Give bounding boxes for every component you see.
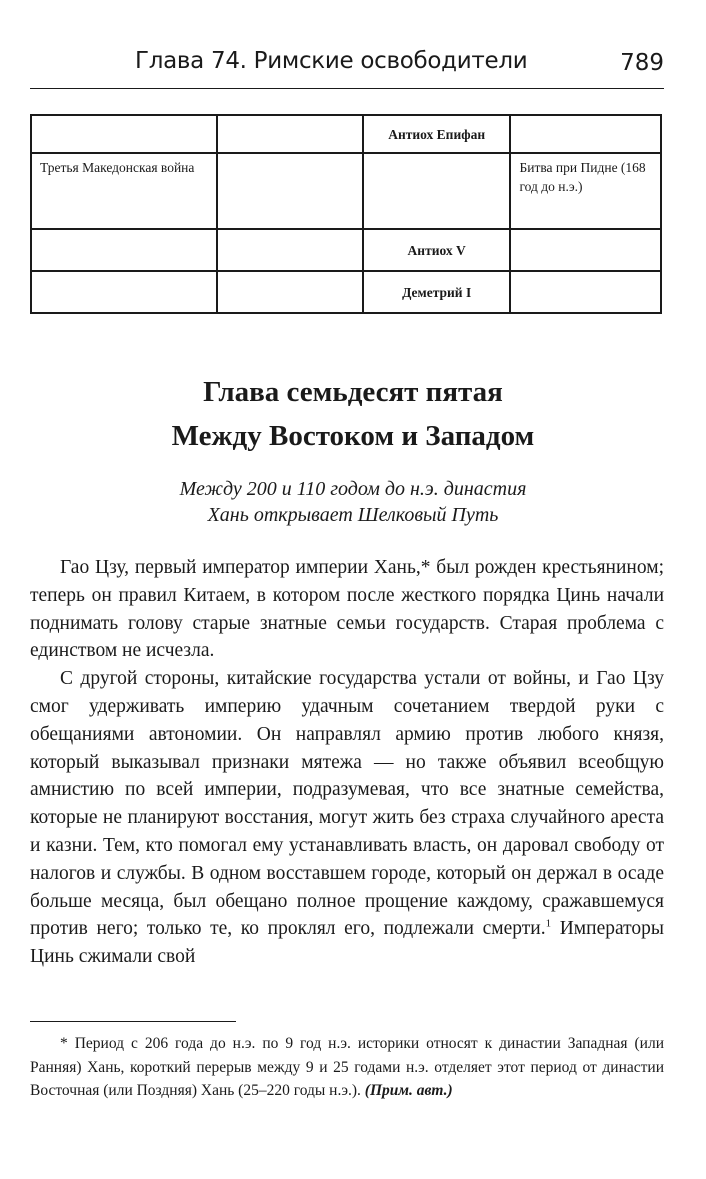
author-note: (Прим. авт.) <box>364 1082 453 1099</box>
table-cell <box>31 229 217 271</box>
table-row <box>31 115 661 153</box>
footnote-divider <box>30 1021 236 1022</box>
table-cell <box>510 229 661 271</box>
paragraph-text: Императоры Цинь сжимали свой <box>30 918 664 968</box>
table-row <box>31 153 661 229</box>
dynasty-table <box>30 114 662 314</box>
chapter-number-title: Глава семьдесят пятая <box>203 376 503 408</box>
paragraph-text: С другой стороны, китайские государства устали от войны, и Гао Цзу смог удерживать империю удачным сочетанием твердой руки с обещаниями автономии. Он направлял армию против любого князя, который выказывал признаки мятежа — но также объявил всеобщую амнистию по всей империи, подразумевая, что все знатные семейства, которые не планируют восстания, могут жить без страха случайного ареста и казни. Тем, кто помогал ему устанавливать власть, он даровал свободу от налогов и службы. В одном восставшем городе, который он держал в осаде больше месяца, был обещано полное прощение каждому, сражавшемуся против него; только те, ко проклял его, подлежали смерти. <box>30 668 664 940</box>
chapter-subtitle <box>0 476 706 528</box>
running-header <box>30 44 664 89</box>
table-row <box>31 271 661 313</box>
table-row <box>31 229 661 271</box>
paragraph: Гао Цзу, первый император империи Хань,* был рожден крестьянином; теперь он правил Китаем, в котором после жесткого порядка Цинь начали поднимать голову старые знатные семьи государств. Старая проблема с единством не исчезла. <box>30 557 664 662</box>
table-cell <box>31 115 217 153</box>
table-cell <box>31 271 217 313</box>
table-cell: Антиох Епифан <box>363 115 511 153</box>
body-text <box>30 554 664 971</box>
running-title: Глава 74. Римские освободители <box>135 48 528 74</box>
chapter-title: Между Востоком и Западом <box>171 420 535 452</box>
table-cell: Битва при Пидне (168 год до н.э.) <box>510 153 661 229</box>
table-cell <box>217 271 363 313</box>
paragraph <box>30 665 664 971</box>
subtitle-line: Хань открывает Шелковый Путь <box>207 504 499 526</box>
subtitle-line: Между 200 и 110 годом до н.э. династия <box>179 478 527 500</box>
table-cell <box>510 271 661 313</box>
table-cell: Деметрий I <box>363 271 511 313</box>
footnote-text: * Период с 206 года до н.э. по 9 год н.э. историки относят к династии Западная (или Ранняя) Хань, короткий перерыв между 9 и 25 годами н.э. отделяет этот период от династии Восточная (или Поздняя) Хань (25–220 годы н.э.). <box>30 1035 664 1099</box>
table-cell <box>217 229 363 271</box>
table-cell: Третья Македонская война <box>31 153 217 229</box>
table-cell <box>217 153 363 229</box>
table-cell <box>510 115 661 153</box>
table-cell: Антиох V <box>363 229 511 271</box>
table-cell <box>217 115 363 153</box>
page-number: 789 <box>620 50 664 76</box>
table-cell <box>363 153 511 229</box>
footnote <box>30 1032 664 1103</box>
footnote-reference: 1 <box>545 917 552 930</box>
